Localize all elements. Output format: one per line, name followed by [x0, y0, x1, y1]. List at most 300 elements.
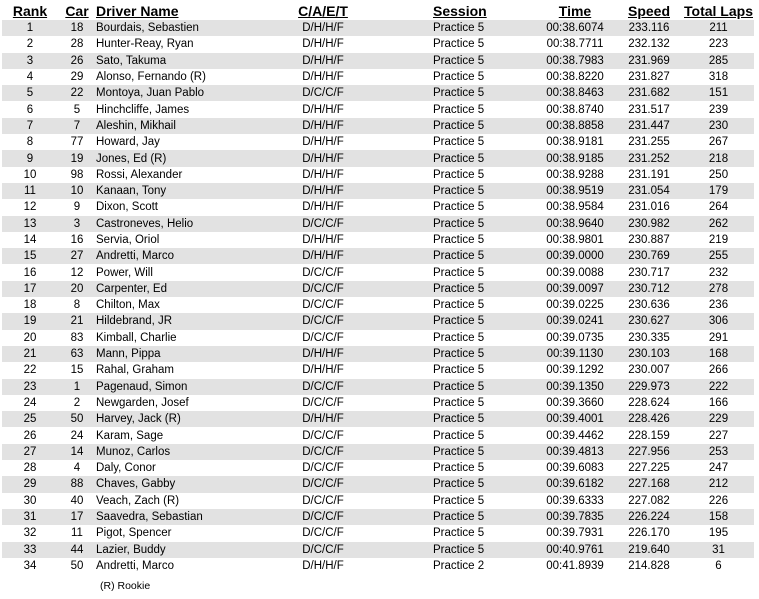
table-row: [2, 395, 754, 411]
time-cell: 00:39.1350: [535, 379, 615, 395]
car-cell: 16: [58, 232, 96, 248]
rank-cell: 11: [2, 183, 58, 199]
driver-cell: Carpenter, Ed: [96, 281, 241, 297]
time-cell: 00:38.9801: [535, 232, 615, 248]
car-cell: 7: [58, 118, 96, 134]
session-cell: Practice 5: [405, 379, 535, 395]
laps-cell: 318: [683, 69, 754, 85]
speed-cell: 229.973: [615, 379, 683, 395]
car-cell: 18: [58, 20, 96, 36]
speed-cell: 231.252: [615, 150, 683, 166]
driver-cell: Andretti, Marco: [96, 558, 241, 574]
rank-cell: 22: [2, 362, 58, 378]
driver-cell: Chaves, Gabby: [96, 476, 241, 492]
time-cell: 00:39.7835: [535, 509, 615, 525]
driver-cell: Andretti, Marco: [96, 248, 241, 264]
cae-cell: D/H/H/F: [241, 558, 405, 574]
driver-cell: Kimball, Charlie: [96, 330, 241, 346]
driver-cell: Castroneves, Helio: [96, 216, 241, 232]
laps-cell: 166: [683, 395, 754, 411]
time-cell: 00:39.7931: [535, 525, 615, 541]
cae-cell: D/C/C/F: [241, 493, 405, 509]
time-cell: 00:39.1130: [535, 346, 615, 362]
car-cell: 19: [58, 150, 96, 166]
session-cell: Practice 5: [405, 199, 535, 215]
rank-cell: 28: [2, 460, 58, 476]
session-cell: Practice 5: [405, 183, 535, 199]
session-cell: Practice 5: [405, 444, 535, 460]
rank-cell: 21: [2, 346, 58, 362]
session-cell: Practice 5: [405, 411, 535, 427]
rank-cell: 13: [2, 216, 58, 232]
laps-cell: 179: [683, 183, 754, 199]
time-cell: 00:39.1292: [535, 362, 615, 378]
speed-cell: 230.887: [615, 232, 683, 248]
car-cell: 63: [58, 346, 96, 362]
speed-cell: 231.447: [615, 118, 683, 134]
table-row: [2, 232, 754, 248]
time-cell: 00:38.8740: [535, 101, 615, 117]
laps-cell: 232: [683, 264, 754, 280]
table-row: [2, 118, 754, 134]
speed-cell: 228.159: [615, 427, 683, 443]
speed-cell: 219.640: [615, 542, 683, 558]
table-row: [2, 281, 754, 297]
cae-cell: D/H/H/F: [241, 183, 405, 199]
time-cell: 00:39.3660: [535, 395, 615, 411]
session-cell: Practice 5: [405, 150, 535, 166]
time-cell: 00:39.0097: [535, 281, 615, 297]
driver-cell: Power, Will: [96, 264, 241, 280]
cae-cell: D/H/H/F: [241, 167, 405, 183]
rank-cell: 31: [2, 509, 58, 525]
speed-cell: 214.828: [615, 558, 683, 574]
session-cell: Practice 5: [405, 232, 535, 248]
laps-cell: 6: [683, 558, 754, 574]
session-cell: Practice 5: [405, 264, 535, 280]
car-cell: 50: [58, 411, 96, 427]
table-row: [2, 297, 754, 313]
time-cell: 00:38.7711: [535, 36, 615, 52]
driver-cell: Aleshin, Mikhail: [96, 118, 241, 134]
speed-cell: 226.170: [615, 525, 683, 541]
rank-cell: 12: [2, 199, 58, 215]
driver-header: Driver Name: [96, 3, 179, 19]
table-row: [2, 20, 754, 36]
laps-cell: 218: [683, 150, 754, 166]
time-cell: 00:38.9181: [535, 134, 615, 150]
car-cell: 5: [58, 101, 96, 117]
session-cell: Practice 5: [405, 281, 535, 297]
time-cell: 00:38.8220: [535, 69, 615, 85]
rank-cell: 4: [2, 69, 58, 85]
driver-cell: Alonso, Fernando (R): [96, 69, 241, 85]
table-row: [2, 411, 754, 427]
rank-cell: 27: [2, 444, 58, 460]
car-cell: 24: [58, 427, 96, 443]
laps-cell: 291: [683, 330, 754, 346]
time-cell: 00:39.6182: [535, 476, 615, 492]
results-table-container: [2, 0, 754, 574]
driver-cell: Dixon, Scott: [96, 199, 241, 215]
rank-cell: 14: [2, 232, 58, 248]
laps-cell: 264: [683, 199, 754, 215]
laps-cell: 219: [683, 232, 754, 248]
rank-cell: 29: [2, 476, 58, 492]
time-cell: 00:39.4813: [535, 444, 615, 460]
driver-cell: Saavedra, Sebastian: [96, 509, 241, 525]
laps-cell: 158: [683, 509, 754, 525]
driver-cell: Sato, Takuma: [96, 53, 241, 69]
laps-cell: 230: [683, 118, 754, 134]
time-cell: 00:38.9185: [535, 150, 615, 166]
time-cell: 00:38.8858: [535, 118, 615, 134]
car-cell: 4: [58, 460, 96, 476]
car-cell: 2: [58, 395, 96, 411]
laps-cell: 151: [683, 85, 754, 101]
cae-cell: D/C/C/F: [241, 542, 405, 558]
time-cell: 00:39.0225: [535, 297, 615, 313]
car-cell: 40: [58, 493, 96, 509]
car-cell: 10: [58, 183, 96, 199]
driver-cell: Daly, Conor: [96, 460, 241, 476]
table-row: [2, 248, 754, 264]
speed-header: Speed: [627, 3, 670, 19]
results-body: [2, 20, 754, 574]
driver-cell: Rossi, Alexander: [96, 167, 241, 183]
rank-header: Rank: [12, 3, 48, 19]
session-cell: Practice 5: [405, 85, 535, 101]
cae-cell: D/C/C/F: [241, 297, 405, 313]
table-row: [2, 69, 754, 85]
session-cell: Practice 5: [405, 346, 535, 362]
session-cell: Practice 5: [405, 493, 535, 509]
header-row: [2, 0, 754, 20]
laps-cell: 266: [683, 362, 754, 378]
table-row: [2, 427, 754, 443]
speed-cell: 230.636: [615, 297, 683, 313]
speed-cell: 227.956: [615, 444, 683, 460]
rank-cell: 10: [2, 167, 58, 183]
cae-cell: D/H/H/F: [241, 118, 405, 134]
time-cell: 00:39.6333: [535, 493, 615, 509]
table-row: [2, 509, 754, 525]
time-cell: 00:39.4462: [535, 427, 615, 443]
speed-cell: 227.225: [615, 460, 683, 476]
session-cell: Practice 5: [405, 525, 535, 541]
table-row: [2, 101, 754, 117]
car-cell: 28: [58, 36, 96, 52]
speed-cell: 231.255: [615, 134, 683, 150]
driver-cell: Pigot, Spencer: [96, 525, 241, 541]
laps-cell: 222: [683, 379, 754, 395]
laps-cell: 239: [683, 101, 754, 117]
cae-header: C/A/E/T: [298, 3, 348, 19]
rank-cell: 33: [2, 542, 58, 558]
speed-cell: 233.116: [615, 20, 683, 36]
table-row: [2, 558, 754, 574]
table-row: [2, 476, 754, 492]
laps-cell: 285: [683, 53, 754, 69]
speed-cell: 228.426: [615, 411, 683, 427]
table-row: [2, 216, 754, 232]
car-cell: 50: [58, 558, 96, 574]
driver-cell: Rahal, Graham: [96, 362, 241, 378]
speed-cell: 230.769: [615, 248, 683, 264]
session-cell: Practice 5: [405, 313, 535, 329]
session-cell: Practice 5: [405, 167, 535, 183]
table-row: [2, 264, 754, 280]
rookie-footnote: (R) Rookie: [100, 580, 151, 592]
time-cell: 00:41.8939: [535, 558, 615, 574]
car-cell: 11: [58, 525, 96, 541]
results-table: [2, 0, 754, 574]
table-row: [2, 362, 754, 378]
speed-cell: 230.103: [615, 346, 683, 362]
cae-cell: D/H/H/F: [241, 20, 405, 36]
driver-cell: Harvey, Jack (R): [96, 411, 241, 427]
rank-cell: 7: [2, 118, 58, 134]
table-row: [2, 525, 754, 541]
cae-cell: D/H/H/F: [241, 150, 405, 166]
rank-cell: 16: [2, 264, 58, 280]
car-cell: 44: [58, 542, 96, 558]
session-cell: Practice 5: [405, 101, 535, 117]
speed-cell: 230.717: [615, 264, 683, 280]
driver-cell: Hinchcliffe, James: [96, 101, 241, 117]
cae-cell: D/H/H/F: [241, 53, 405, 69]
session-cell: Practice 5: [405, 395, 535, 411]
cae-cell: D/C/C/F: [241, 330, 405, 346]
laps-cell: 195: [683, 525, 754, 541]
time-cell: 00:38.9519: [535, 183, 615, 199]
driver-cell: Chilton, Max: [96, 297, 241, 313]
time-cell: 00:39.0241: [535, 313, 615, 329]
cae-cell: D/H/H/F: [241, 346, 405, 362]
laps-cell: 253: [683, 444, 754, 460]
table-row: [2, 444, 754, 460]
time-cell: 00:38.9584: [535, 199, 615, 215]
laps-cell: 247: [683, 460, 754, 476]
time-cell: 00:39.0000: [535, 248, 615, 264]
cae-cell: D/C/C/F: [241, 460, 405, 476]
session-cell: Practice 5: [405, 118, 535, 134]
table-row: [2, 85, 754, 101]
car-header: Car: [65, 3, 89, 19]
car-cell: 14: [58, 444, 96, 460]
rank-cell: 2: [2, 36, 58, 52]
car-cell: 12: [58, 264, 96, 280]
session-cell: Practice 5: [405, 69, 535, 85]
cae-cell: D/H/H/F: [241, 199, 405, 215]
cae-cell: D/H/H/F: [241, 36, 405, 52]
laps-cell: 31: [683, 542, 754, 558]
car-cell: 1: [58, 379, 96, 395]
laps-cell: 278: [683, 281, 754, 297]
laps-cell: 262: [683, 216, 754, 232]
session-cell: Practice 5: [405, 248, 535, 264]
table-row: [2, 330, 754, 346]
cae-cell: D/C/C/F: [241, 281, 405, 297]
speed-cell: 230.007: [615, 362, 683, 378]
speed-cell: 230.335: [615, 330, 683, 346]
cae-cell: D/C/C/F: [241, 509, 405, 525]
car-cell: 22: [58, 85, 96, 101]
time-cell: 00:38.7983: [535, 53, 615, 69]
cae-cell: D/C/C/F: [241, 444, 405, 460]
rank-cell: 32: [2, 525, 58, 541]
car-cell: 8: [58, 297, 96, 313]
driver-cell: Munoz, Carlos: [96, 444, 241, 460]
cae-cell: D/H/H/F: [241, 411, 405, 427]
laps-cell: 211: [683, 20, 754, 36]
car-cell: 29: [58, 69, 96, 85]
laps-header: Total Laps: [684, 3, 753, 19]
driver-cell: Karam, Sage: [96, 427, 241, 443]
session-cell: Practice 5: [405, 476, 535, 492]
time-cell: 00:38.9640: [535, 216, 615, 232]
car-cell: 20: [58, 281, 96, 297]
driver-cell: Servia, Oriol: [96, 232, 241, 248]
time-cell: 00:40.9761: [535, 542, 615, 558]
speed-cell: 226.224: [615, 509, 683, 525]
cae-cell: D/C/C/F: [241, 216, 405, 232]
session-cell: Practice 2: [405, 558, 535, 574]
cae-cell: D/C/C/F: [241, 525, 405, 541]
table-row: [2, 460, 754, 476]
car-cell: 98: [58, 167, 96, 183]
laps-cell: 212: [683, 476, 754, 492]
table-row: [2, 183, 754, 199]
speed-cell: 232.132: [615, 36, 683, 52]
session-cell: Practice 5: [405, 460, 535, 476]
laps-cell: 236: [683, 297, 754, 313]
rank-cell: 18: [2, 297, 58, 313]
time-cell: 00:38.6074: [535, 20, 615, 36]
car-cell: 26: [58, 53, 96, 69]
driver-cell: Bourdais, Sebastien: [96, 20, 241, 36]
rank-cell: 3: [2, 53, 58, 69]
table-row: [2, 134, 754, 150]
rank-cell: 5: [2, 85, 58, 101]
driver-cell: Hunter-Reay, Ryan: [96, 36, 241, 52]
speed-cell: 231.054: [615, 183, 683, 199]
driver-cell: Montoya, Juan Pablo: [96, 85, 241, 101]
rank-cell: 6: [2, 101, 58, 117]
speed-cell: 231.016: [615, 199, 683, 215]
car-cell: 3: [58, 216, 96, 232]
car-cell: 27: [58, 248, 96, 264]
time-header: Time: [558, 3, 592, 19]
session-cell: Practice 5: [405, 509, 535, 525]
time-cell: 00:39.0088: [535, 264, 615, 280]
car-cell: 21: [58, 313, 96, 329]
rank-cell: 25: [2, 411, 58, 427]
cae-cell: D/C/C/F: [241, 395, 405, 411]
rank-cell: 9: [2, 150, 58, 166]
car-cell: 83: [58, 330, 96, 346]
cae-cell: D/C/C/F: [241, 313, 405, 329]
cae-cell: D/C/C/F: [241, 476, 405, 492]
session-cell: Practice 5: [405, 20, 535, 36]
driver-cell: Kanaan, Tony: [96, 183, 241, 199]
table-row: [2, 542, 754, 558]
laps-cell: 227: [683, 427, 754, 443]
session-cell: Practice 5: [405, 362, 535, 378]
speed-cell: 231.682: [615, 85, 683, 101]
driver-cell: Pagenaud, Simon: [96, 379, 241, 395]
rank-cell: 23: [2, 379, 58, 395]
session-cell: Practice 5: [405, 542, 535, 558]
cae-cell: D/C/C/F: [241, 379, 405, 395]
speed-cell: 231.191: [615, 167, 683, 183]
car-cell: 9: [58, 199, 96, 215]
rank-cell: 19: [2, 313, 58, 329]
cae-cell: D/C/C/F: [241, 264, 405, 280]
driver-cell: Veach, Zach (R): [96, 493, 241, 509]
cae-cell: D/H/H/F: [241, 69, 405, 85]
speed-cell: 230.627: [615, 313, 683, 329]
rank-cell: 17: [2, 281, 58, 297]
cae-cell: D/H/H/F: [241, 134, 405, 150]
driver-cell: Jones, Ed (R): [96, 150, 241, 166]
laps-cell: 250: [683, 167, 754, 183]
rank-cell: 15: [2, 248, 58, 264]
cae-cell: D/H/H/F: [241, 232, 405, 248]
table-row: [2, 199, 754, 215]
cae-cell: D/H/H/F: [241, 248, 405, 264]
table-row: [2, 379, 754, 395]
laps-cell: 306: [683, 313, 754, 329]
cae-cell: D/C/C/F: [241, 427, 405, 443]
session-cell: Practice 5: [405, 36, 535, 52]
speed-cell: 228.624: [615, 395, 683, 411]
rank-cell: 20: [2, 330, 58, 346]
speed-cell: 230.982: [615, 216, 683, 232]
cae-cell: D/C/C/F: [241, 85, 405, 101]
driver-cell: Newgarden, Josef: [96, 395, 241, 411]
session-cell: Practice 5: [405, 297, 535, 313]
session-cell: Practice 5: [405, 330, 535, 346]
time-cell: 00:38.9288: [535, 167, 615, 183]
rank-cell: 26: [2, 427, 58, 443]
rank-cell: 1: [2, 20, 58, 36]
table-row: [2, 346, 754, 362]
laps-cell: 267: [683, 134, 754, 150]
time-cell: 00:39.0735: [535, 330, 615, 346]
rank-cell: 30: [2, 493, 58, 509]
driver-cell: Hildebrand, JR: [96, 313, 241, 329]
session-cell: Practice 5: [405, 216, 535, 232]
driver-cell: Mann, Pippa: [96, 346, 241, 362]
time-cell: 00:39.4001: [535, 411, 615, 427]
laps-cell: 168: [683, 346, 754, 362]
table-row: [2, 313, 754, 329]
cae-cell: D/H/H/F: [241, 101, 405, 117]
car-cell: 77: [58, 134, 96, 150]
rank-cell: 24: [2, 395, 58, 411]
speed-cell: 231.969: [615, 53, 683, 69]
table-row: [2, 167, 754, 183]
time-cell: 00:39.6083: [535, 460, 615, 476]
laps-cell: 223: [683, 36, 754, 52]
speed-cell: 230.712: [615, 281, 683, 297]
car-cell: 88: [58, 476, 96, 492]
car-cell: 15: [58, 362, 96, 378]
table-row: [2, 36, 754, 52]
cae-cell: D/H/H/F: [241, 362, 405, 378]
table-row: [2, 493, 754, 509]
